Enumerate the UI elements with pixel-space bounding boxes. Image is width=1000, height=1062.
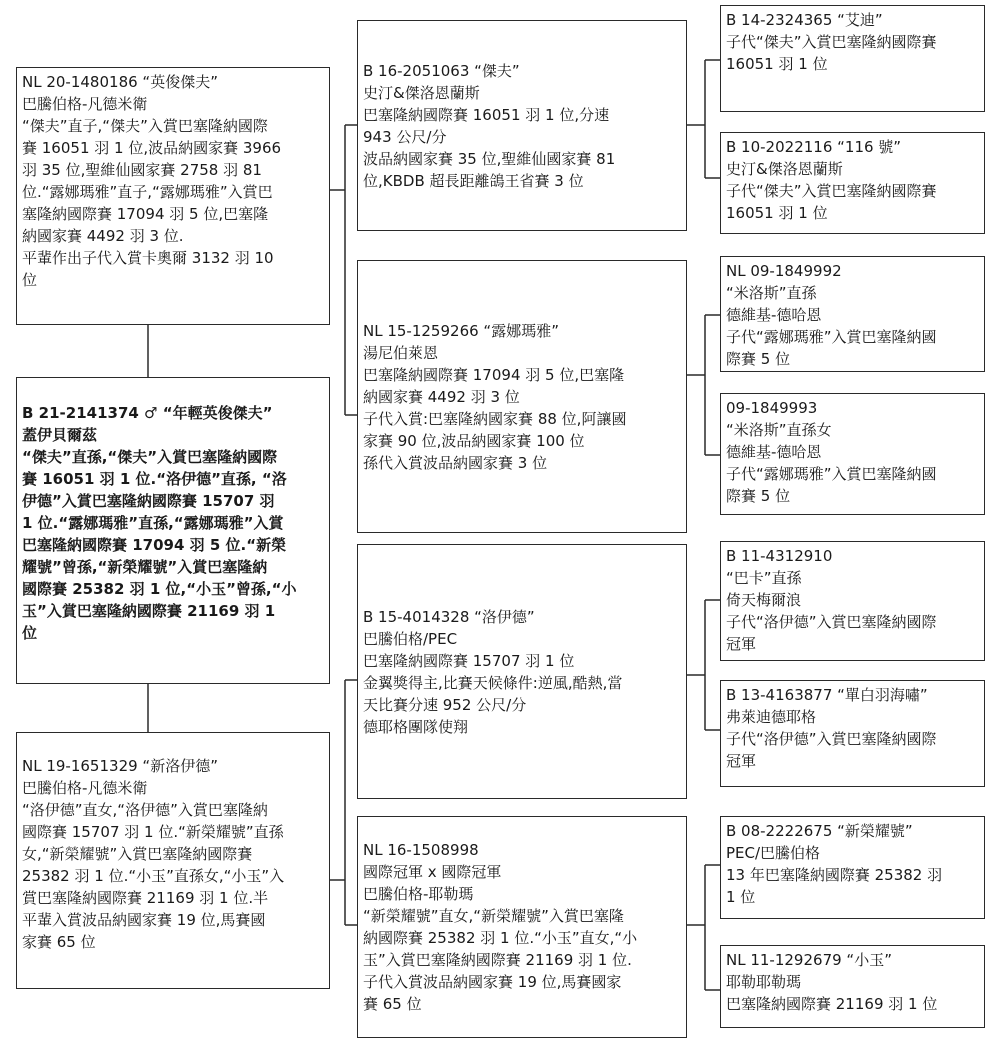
- pedigree-text-line: 史汀&傑洛恩蘭斯: [363, 83, 480, 102]
- pedigree-text-line: 1 位.“露娜瑪雅”直孫,“露娜瑪雅”入賞: [22, 514, 284, 532]
- pedigree-text-line: 倚天梅爾浪: [726, 591, 802, 609]
- connector-sire-grandparents: [330, 125, 357, 415]
- pedigree-text-line: 家賽 65 位: [22, 933, 96, 951]
- pedigree-text-line: 巴塞隆納國際賽 16051 羽 1 位,分速: [363, 105, 610, 124]
- pedigree-text-line: 孫代入賞波品納國家賽 3 位: [363, 453, 548, 472]
- connector-gp2-ggp: [687, 315, 720, 455]
- pedigree-text-line: NL 20-1480186 “英俊傑夫”: [22, 73, 218, 91]
- pedigree-text-line: 耀號”曾孫,“新榮耀號”入賞巴塞隆納: [22, 558, 268, 576]
- pedigree-text-line: 巴塞隆納國際賽 15707 羽 1 位: [363, 651, 575, 670]
- pedigree-text-line: “米洛斯”直孫女: [726, 421, 832, 439]
- sire-box: [16, 67, 330, 325]
- pedigree-text-line: “洛伊德”直女,“洛伊德”入賞巴塞隆納: [22, 801, 268, 819]
- pedigree-text-line: 平輩作出子代入賞卡奧爾 3132 羽 10: [22, 249, 274, 267]
- connector-gp1-ggp: [687, 60, 720, 178]
- pedigree-text-line: 賽 65 位: [363, 995, 422, 1013]
- pedigree-text-line: 耶勒耶勒瑪: [726, 973, 802, 991]
- pedigree-text-line: 子代入賞:巴塞隆納國家賽 88 位,阿讓國: [363, 409, 627, 428]
- pedigree-text-line: 子代“傑夫”入賞巴塞隆納國際賽: [726, 33, 937, 51]
- pedigree-text-line: 子代“露娜瑪雅”入賞巴塞隆納國: [726, 328, 937, 346]
- pedigree-text-line: 際賽 5 位: [726, 487, 791, 505]
- pedigree-text-line: 際賽 5 位: [726, 350, 791, 368]
- pedigree-text-line: PEC/巴騰伯格: [726, 844, 821, 862]
- pedigree-text-line: 羽 35 位,聖維仙國家賽 2758 羽 81: [22, 161, 262, 179]
- connector-dam-grandparents: [330, 680, 357, 925]
- pedigree-text-line: 塞隆納國際賽 17094 羽 5 位,巴塞隆: [22, 205, 269, 223]
- great-grandparent-box: [720, 393, 985, 515]
- pedigree-text-line: 納國家賽 4492 羽 3 位: [363, 387, 520, 406]
- grandparent-box: [357, 260, 687, 533]
- pedigree-text-line: 賽 16051 羽 1 位,波品納國家賽 3966: [22, 139, 282, 157]
- great-grandparent-box: [720, 256, 985, 372]
- great-grandparent-box: [720, 541, 985, 661]
- pedigree-text-line: 德耶格團隊使翔: [363, 717, 469, 736]
- pedigree-text-line: 巴騰伯格-耶勒瑪: [363, 885, 474, 903]
- pedigree-text-line: 賞巴塞隆納國際賽 21169 羽 1 位.半: [22, 889, 269, 907]
- pedigree-text-line: “新榮耀號”直女,“新榮耀號”入賞巴塞隆: [363, 907, 624, 925]
- pedigree-text-line: NL 16-1508998: [363, 841, 479, 859]
- pedigree-text-line: 位.“露娜瑪雅”直子,“露娜瑪雅”入賞巴: [22, 183, 273, 201]
- pedigree-text-line: 子代“露娜瑪雅”入賞巴塞隆納國: [726, 465, 937, 483]
- grandparent-box: [357, 816, 687, 1038]
- pedigree-text-line: 1 位: [726, 888, 756, 906]
- pedigree-text-line: 位: [22, 624, 38, 642]
- pedigree-text-line: 16051 羽 1 位: [726, 204, 828, 222]
- pedigree-text-line: 蓋伊貝爾茲: [22, 426, 98, 444]
- pedigree-text-line: 位,KBDB 超長距離鴿王省賽 3 位: [363, 171, 584, 190]
- pedigree-text-line: 德維基-德哈恩: [726, 443, 822, 461]
- pedigree-text-line: 玉”入賞巴塞隆納國際賽 21169 羽 1 位.: [363, 951, 632, 969]
- pedigree-text-line: 子代入賞波品納國家賽 19 位,馬賽國家: [363, 973, 622, 991]
- pedigree-text-line: 13 年巴塞隆納國際賽 25382 羽: [726, 866, 943, 884]
- great-grandparent-box: [720, 132, 985, 234]
- pedigree-text-line: NL 11-1292679 “小玉”: [726, 951, 892, 969]
- pedigree-text-line: NL 19-1651329 “新洛伊德”: [22, 757, 218, 775]
- pedigree-text-line: 女,“新榮耀號”入賞巴塞隆納國際賽: [22, 845, 253, 863]
- pedigree-text-line: 16051 羽 1 位: [726, 55, 828, 73]
- pedigree-text-line: 巴塞隆納國際賽 17094 羽 5 位.“新榮: [22, 536, 287, 554]
- pedigree-text-line: 平輩入賞波品納國家賽 19 位,馬賽國: [22, 911, 266, 929]
- pedigree-text-line: 金翼獎得主,比賽天候條件:逆風,酷熱,當: [363, 673, 623, 692]
- pedigree-text-line: 伊德”入賞巴塞隆納國際賽 15707 羽: [22, 492, 275, 510]
- pedigree-text-line: 冠軍: [726, 635, 757, 653]
- pedigree-text-line: 納國際賽 25382 羽 1 位.“小玉”直女,“小: [363, 929, 638, 947]
- dam-box: [16, 732, 330, 989]
- pedigree-text-line: 巴騰伯格-凡德米衛: [22, 779, 148, 797]
- pedigree-text-line: 弗萊迪德耶格: [726, 708, 817, 726]
- pedigree-text-line: B 21-2141374 ♂ “年輕英俊傑夫”: [22, 404, 273, 422]
- pedigree-text-line: “米洛斯”直孫: [726, 284, 817, 302]
- pedigree-text-line: 巴塞隆納國際賽 21169 羽 1 位: [726, 995, 938, 1013]
- grandparent-box: [357, 544, 687, 799]
- pedigree-text-line: NL 09-1849992: [726, 262, 842, 280]
- pedigree-text-line: B 16-2051063 “傑夫”: [363, 61, 520, 80]
- pedigree-text-line: 天比賽分速 952 公尺/分: [363, 695, 527, 714]
- pedigree-text-line: NL 15-1259266 “露娜瑪雅”: [363, 321, 559, 340]
- connector-gp4-ggp: [687, 865, 720, 990]
- pedigree-text-line: “傑夫”直子,“傑夫”入賞巴塞隆納國際: [22, 117, 268, 135]
- pedigree-text-line: 國際賽 25382 羽 1 位,“小玉”曾孫,“小: [22, 580, 297, 598]
- pedigree-text-line: 943 公尺/分: [363, 127, 447, 146]
- pedigree-text-line: 湯尼伯萊恩: [363, 343, 439, 362]
- pedigree-text-line: 子代“傑夫”入賞巴塞隆納國際賽: [726, 182, 937, 200]
- great-grandparent-box: [720, 5, 985, 112]
- pedigree-text-line: “傑夫”直孫,“傑夫”入賞巴塞隆納國際: [22, 448, 278, 466]
- pedigree-text-line: 納國家賽 4492 羽 3 位.: [22, 227, 184, 245]
- pedigree-text-line: 25382 羽 1 位.“小玉”直孫女,“小玉”入: [22, 867, 285, 885]
- pedigree-text-line: B 08-2222675 “新榮耀號”: [726, 822, 913, 840]
- pedigree-text-line: 賽 16051 羽 1 位.“洛伊德”直孫, “洛: [22, 470, 287, 488]
- pedigree-text-line: 巴騰伯格/PEC: [363, 629, 458, 648]
- pedigree-text-line: 巴塞隆納國際賽 17094 羽 5 位,巴塞隆: [363, 365, 625, 384]
- great-grandparent-box: [720, 680, 985, 787]
- pedigree-text-line: 史汀&傑洛恩蘭斯: [726, 160, 843, 178]
- pedigree-text-line: 波品納國家賽 35 位,聖維仙國家賽 81: [363, 149, 616, 168]
- pedigree-text-line: B 11-4312910: [726, 547, 833, 565]
- pedigree-text-line: 玉”入賞巴塞隆納國際賽 21169 羽 1: [22, 602, 276, 620]
- pedigree-text-line: 家賽 90 位,波品納國家賽 100 位: [363, 431, 585, 450]
- great-grandparent-box: [720, 816, 985, 919]
- pedigree-text-line: 位: [22, 271, 38, 289]
- pedigree-text-line: B 13-4163877 “單白羽海嘯”: [726, 686, 928, 704]
- pedigree-text-line: 冠軍: [726, 752, 757, 770]
- pedigree-text-line: B 10-2022116 “116 號”: [726, 138, 902, 156]
- connector-gp3-ggp: [687, 600, 720, 730]
- pedigree-text-line: 國際冠軍 x 國際冠軍: [363, 863, 502, 881]
- subject-box: [16, 377, 330, 684]
- pedigree-text-line: “巴卡”直孫: [726, 569, 802, 587]
- pedigree-text-line: 國際賽 15707 羽 1 位.“新榮耀號”直孫: [22, 823, 284, 841]
- pedigree-text-line: 巴騰伯格-凡德米衛: [22, 95, 148, 113]
- pedigree-text-line: 德維基-德哈恩: [726, 306, 822, 324]
- pedigree-text-line: 子代“洛伊德”入賞巴塞隆納國際: [726, 613, 937, 631]
- pedigree-text-line: B 15-4014328 “洛伊德”: [363, 607, 535, 626]
- great-grandparent-box: [720, 945, 985, 1028]
- grandparent-box: [357, 20, 687, 231]
- pedigree-text-line: 09-1849993: [726, 399, 818, 417]
- pedigree-text-line: 子代“洛伊德”入賞巴塞隆納國際: [726, 730, 937, 748]
- pedigree-text-line: B 14-2324365 “艾迪”: [726, 11, 883, 29]
